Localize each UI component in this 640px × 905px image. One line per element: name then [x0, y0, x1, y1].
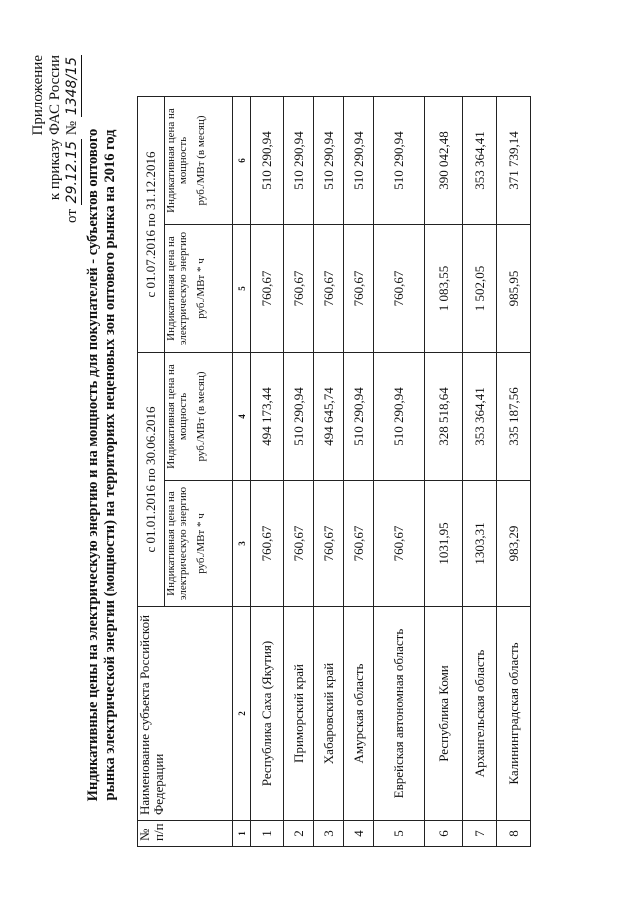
power-price-h1: 510 290,94 [344, 353, 374, 481]
title-line-2: рынка электрической энергии (мощности) на территориях неценовых зон оптового рынка на 2016 год [102, 129, 118, 801]
table-row [425, 97, 463, 847]
header-power-price-2 [165, 97, 233, 225]
subject-name: Амурская область [344, 607, 374, 821]
handwritten-number: 1348/15 [64, 57, 80, 116]
annex-date-number [64, 55, 82, 255]
power-unit-2: руб./МВт (в месяц) [195, 115, 207, 206]
column-number: 3 [233, 481, 251, 607]
power-label-1: Индикативная цена на мощность [165, 364, 189, 469]
annex-number-sign: № [64, 120, 80, 136]
column-number: 6 [233, 97, 251, 225]
row-number: 5 [374, 821, 425, 847]
header-energy-price-1 [165, 481, 233, 607]
energy-label-2: Индикативная цена на электрическую энергию [165, 231, 189, 346]
subject-name: Республика Саха (Якутия) [251, 607, 284, 821]
column-number: 4 [233, 353, 251, 481]
energy-price-h2: 760,67 [314, 225, 344, 353]
power-price-h1: 510 290,94 [284, 353, 314, 481]
annex-title: Приложение [30, 55, 46, 136]
subject-name: Приморский край [284, 607, 314, 821]
power-price-h2: 510 290,94 [284, 97, 314, 225]
power-price-h2: 353 364,41 [463, 97, 497, 225]
energy-price-h1: 983,29 [497, 481, 531, 607]
table-row [251, 97, 284, 847]
power-price-h2: 510 290,94 [314, 97, 344, 225]
energy-price-h1: 760,67 [374, 481, 425, 607]
table-row [344, 97, 374, 847]
header-period-1: с 01.01.2016 по 30.06.2016 [138, 353, 165, 607]
table-row [463, 97, 497, 847]
table-row [284, 97, 314, 847]
energy-price-h1: 760,67 [284, 481, 314, 607]
header-row-periods [138, 97, 165, 847]
row-number: 3 [314, 821, 344, 847]
header-period-2: с 01.07.2016 по 31.12.2016 [138, 97, 165, 353]
energy-price-h1: 760,67 [251, 481, 284, 607]
row-number: 2 [284, 821, 314, 847]
power-price-h1: 335 187,56 [497, 353, 531, 481]
subject-name: Архангельская область [463, 607, 497, 821]
power-price-h1: 328 518,64 [425, 353, 463, 481]
row-number: 6 [425, 821, 463, 847]
energy-price-h2: 760,67 [374, 225, 425, 353]
title-line-1: Индикативные цены на электрическую энергию и на мощность для покупателей - субъектов оптового [85, 128, 101, 802]
price-table [137, 96, 531, 847]
row-number: 7 [463, 821, 497, 847]
energy-price-h2: 985,95 [497, 225, 531, 353]
energy-price-h1: 760,67 [314, 481, 344, 607]
energy-label-1: Индикативная цена на электрическую энергию [165, 486, 189, 601]
power-price-h1: 353 364,41 [463, 353, 497, 481]
energy-price-h1: 760,67 [344, 481, 374, 607]
power-price-h2: 510 290,94 [251, 97, 284, 225]
table-row [314, 97, 344, 847]
header-subject: Наименование субъекта Российской Федерации [138, 607, 233, 821]
row-number: 8 [497, 821, 531, 847]
energy-price-h2: 1 083,55 [425, 225, 463, 353]
power-price-h1: 494 645,74 [314, 353, 344, 481]
column-number: 1 [233, 821, 251, 847]
handwritten-date: 29.12.15 [64, 140, 80, 204]
energy-price-h2: 760,67 [284, 225, 314, 353]
subject-name: Хабаровский край [314, 607, 344, 821]
column-number-row [233, 97, 251, 847]
table-body [251, 97, 531, 847]
header-energy-price-2 [165, 225, 233, 353]
energy-unit-1: руб./МВт * ч [195, 513, 207, 574]
power-price-h2: 390 042,48 [425, 97, 463, 225]
subject-name: Еврейская автономная область [374, 607, 425, 821]
power-price-h2: 510 290,94 [344, 97, 374, 225]
power-unit-1: руб./МВт (в месяц) [195, 371, 207, 462]
energy-price-h1: 1031,95 [425, 481, 463, 607]
energy-price-h1: 1303,31 [463, 481, 497, 607]
header-number: № п/п [138, 821, 233, 847]
power-price-h2: 510 290,94 [374, 97, 425, 225]
energy-unit-2: руб./МВт * ч [195, 258, 207, 319]
subject-name: Республика Коми [425, 607, 463, 821]
table-row [497, 97, 531, 847]
power-price-h1: 510 290,94 [374, 353, 425, 481]
power-price-h2: 371 739,14 [497, 97, 531, 225]
header-power-price-1 [165, 353, 233, 481]
energy-price-h2: 760,67 [344, 225, 374, 353]
table-row [374, 97, 425, 847]
document-title [85, 85, 119, 845]
column-number: 5 [233, 225, 251, 353]
power-label-2: Индикативная цена на мощность [165, 108, 189, 213]
energy-price-h2: 1 502,05 [463, 225, 497, 353]
annex-order-ref: к приказу ФАС России [47, 55, 63, 201]
annex-from: от [64, 209, 80, 223]
row-number: 4 [344, 821, 374, 847]
power-price-h1: 494 173,44 [251, 353, 284, 481]
column-number: 2 [233, 607, 251, 821]
subject-name: Калининградская область [497, 607, 531, 821]
row-number: 1 [251, 821, 284, 847]
energy-price-h2: 760,67 [251, 225, 284, 353]
annex-block [30, 55, 82, 255]
